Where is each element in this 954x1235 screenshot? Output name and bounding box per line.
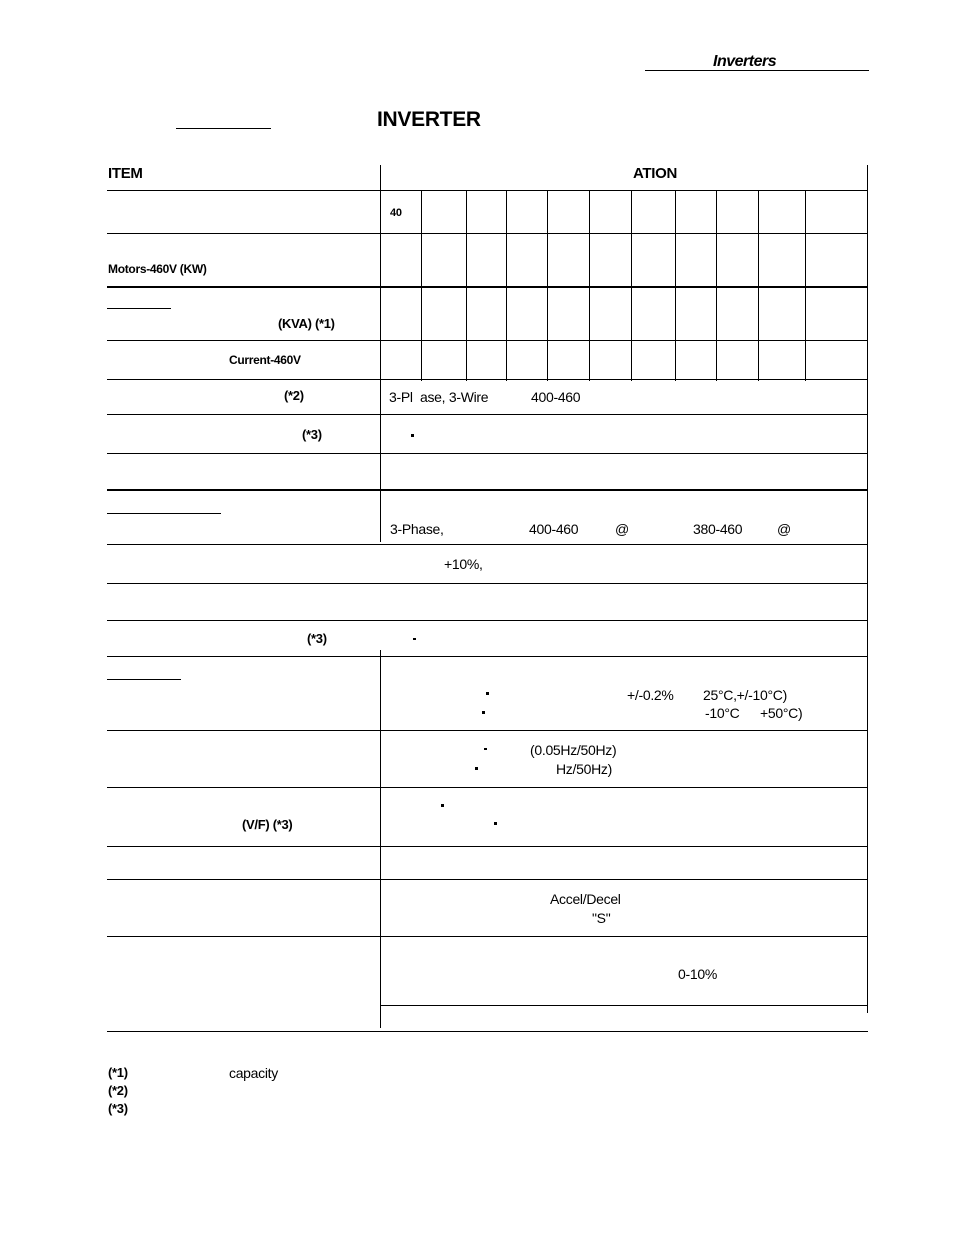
row-rule	[107, 233, 868, 234]
table-col-divider-lower	[380, 650, 381, 1028]
item-underline	[107, 513, 221, 514]
row-rule	[107, 414, 868, 415]
row-rule	[107, 730, 868, 731]
tolerance: +10%,	[444, 556, 483, 572]
output-phase: 3-Phase,	[390, 521, 444, 537]
table-bottom-rule	[107, 1031, 868, 1032]
output-voltage-1: 400-460	[529, 521, 579, 537]
accuracy-temp-2: -10°C	[705, 705, 740, 721]
row-rule	[107, 620, 868, 621]
row-rule	[107, 936, 868, 937]
page-title: INVERTER	[377, 108, 481, 131]
row-rule	[107, 879, 868, 880]
item-underline	[107, 679, 181, 680]
motors-label: Motors-460V (KW)	[108, 262, 207, 276]
row-rule	[107, 489, 868, 491]
row-rule	[107, 340, 868, 341]
accuracy-temp-1: 25°C,+/-10°C)	[703, 687, 787, 703]
row-rule	[107, 846, 868, 847]
supply-spec-2: ase, 3-Wire	[420, 389, 489, 405]
output-at-1: @	[615, 521, 629, 537]
column-header-item: ITEM	[108, 165, 143, 182]
row-rule	[107, 453, 868, 454]
boost: 0-10%	[678, 966, 717, 982]
row11-ref: (*3)	[307, 631, 327, 646]
row-rule	[107, 286, 868, 288]
row-rule	[107, 190, 868, 191]
accuracy-1: +/-0.2%	[627, 687, 674, 703]
row-rule	[380, 1005, 868, 1006]
bullet-dot	[441, 804, 444, 807]
output-at-2: @	[777, 521, 791, 537]
bullet-dot	[482, 711, 485, 714]
row-rule	[107, 787, 868, 788]
column-header-spec: ATION	[633, 165, 678, 182]
table-col-divider	[380, 165, 381, 542]
title-underline	[176, 128, 271, 129]
bullet-dot	[411, 434, 414, 437]
bullet-dot	[475, 767, 478, 770]
capacity-label: (KVA) (*1)	[278, 316, 335, 331]
supply-ref: (*2)	[284, 388, 304, 403]
output-voltage-2: 380-460	[693, 521, 743, 537]
row-rule	[107, 379, 868, 380]
accel-decel: Accel/Decel	[550, 891, 621, 907]
resolution-1: (0.05Hz/50Hz)	[530, 742, 617, 758]
bullet-dot	[484, 748, 487, 750]
footnote-1-mark: (*1)	[108, 1065, 128, 1080]
row-rule	[107, 583, 868, 584]
bullet-dot	[494, 822, 497, 825]
resolution-2: Hz/50Hz)	[556, 761, 612, 777]
running-title: Inverters	[713, 53, 777, 70]
row6-ref: (*3)	[302, 427, 322, 442]
footnote-2-mark: (*2)	[108, 1083, 128, 1098]
row-rule	[107, 544, 868, 545]
rating-value: 40	[390, 207, 402, 219]
bullet-dot	[486, 692, 489, 695]
supply-spec: 3-Pl	[389, 389, 413, 405]
bullet-dot	[413, 638, 416, 640]
accuracy-temp-3: +50°C)	[760, 705, 803, 721]
current-label: Current-460V	[229, 353, 301, 367]
vf-label: (V/F) (*3)	[242, 817, 293, 832]
footnote-1-text: capacity	[229, 1065, 278, 1081]
footnote-3-mark: (*3)	[108, 1101, 128, 1116]
row-rule	[107, 656, 868, 657]
table-right-border	[867, 165, 868, 1013]
supply-voltage: 400-460	[531, 389, 581, 405]
item-underline	[107, 308, 171, 309]
s-curve: "S"	[592, 910, 611, 926]
